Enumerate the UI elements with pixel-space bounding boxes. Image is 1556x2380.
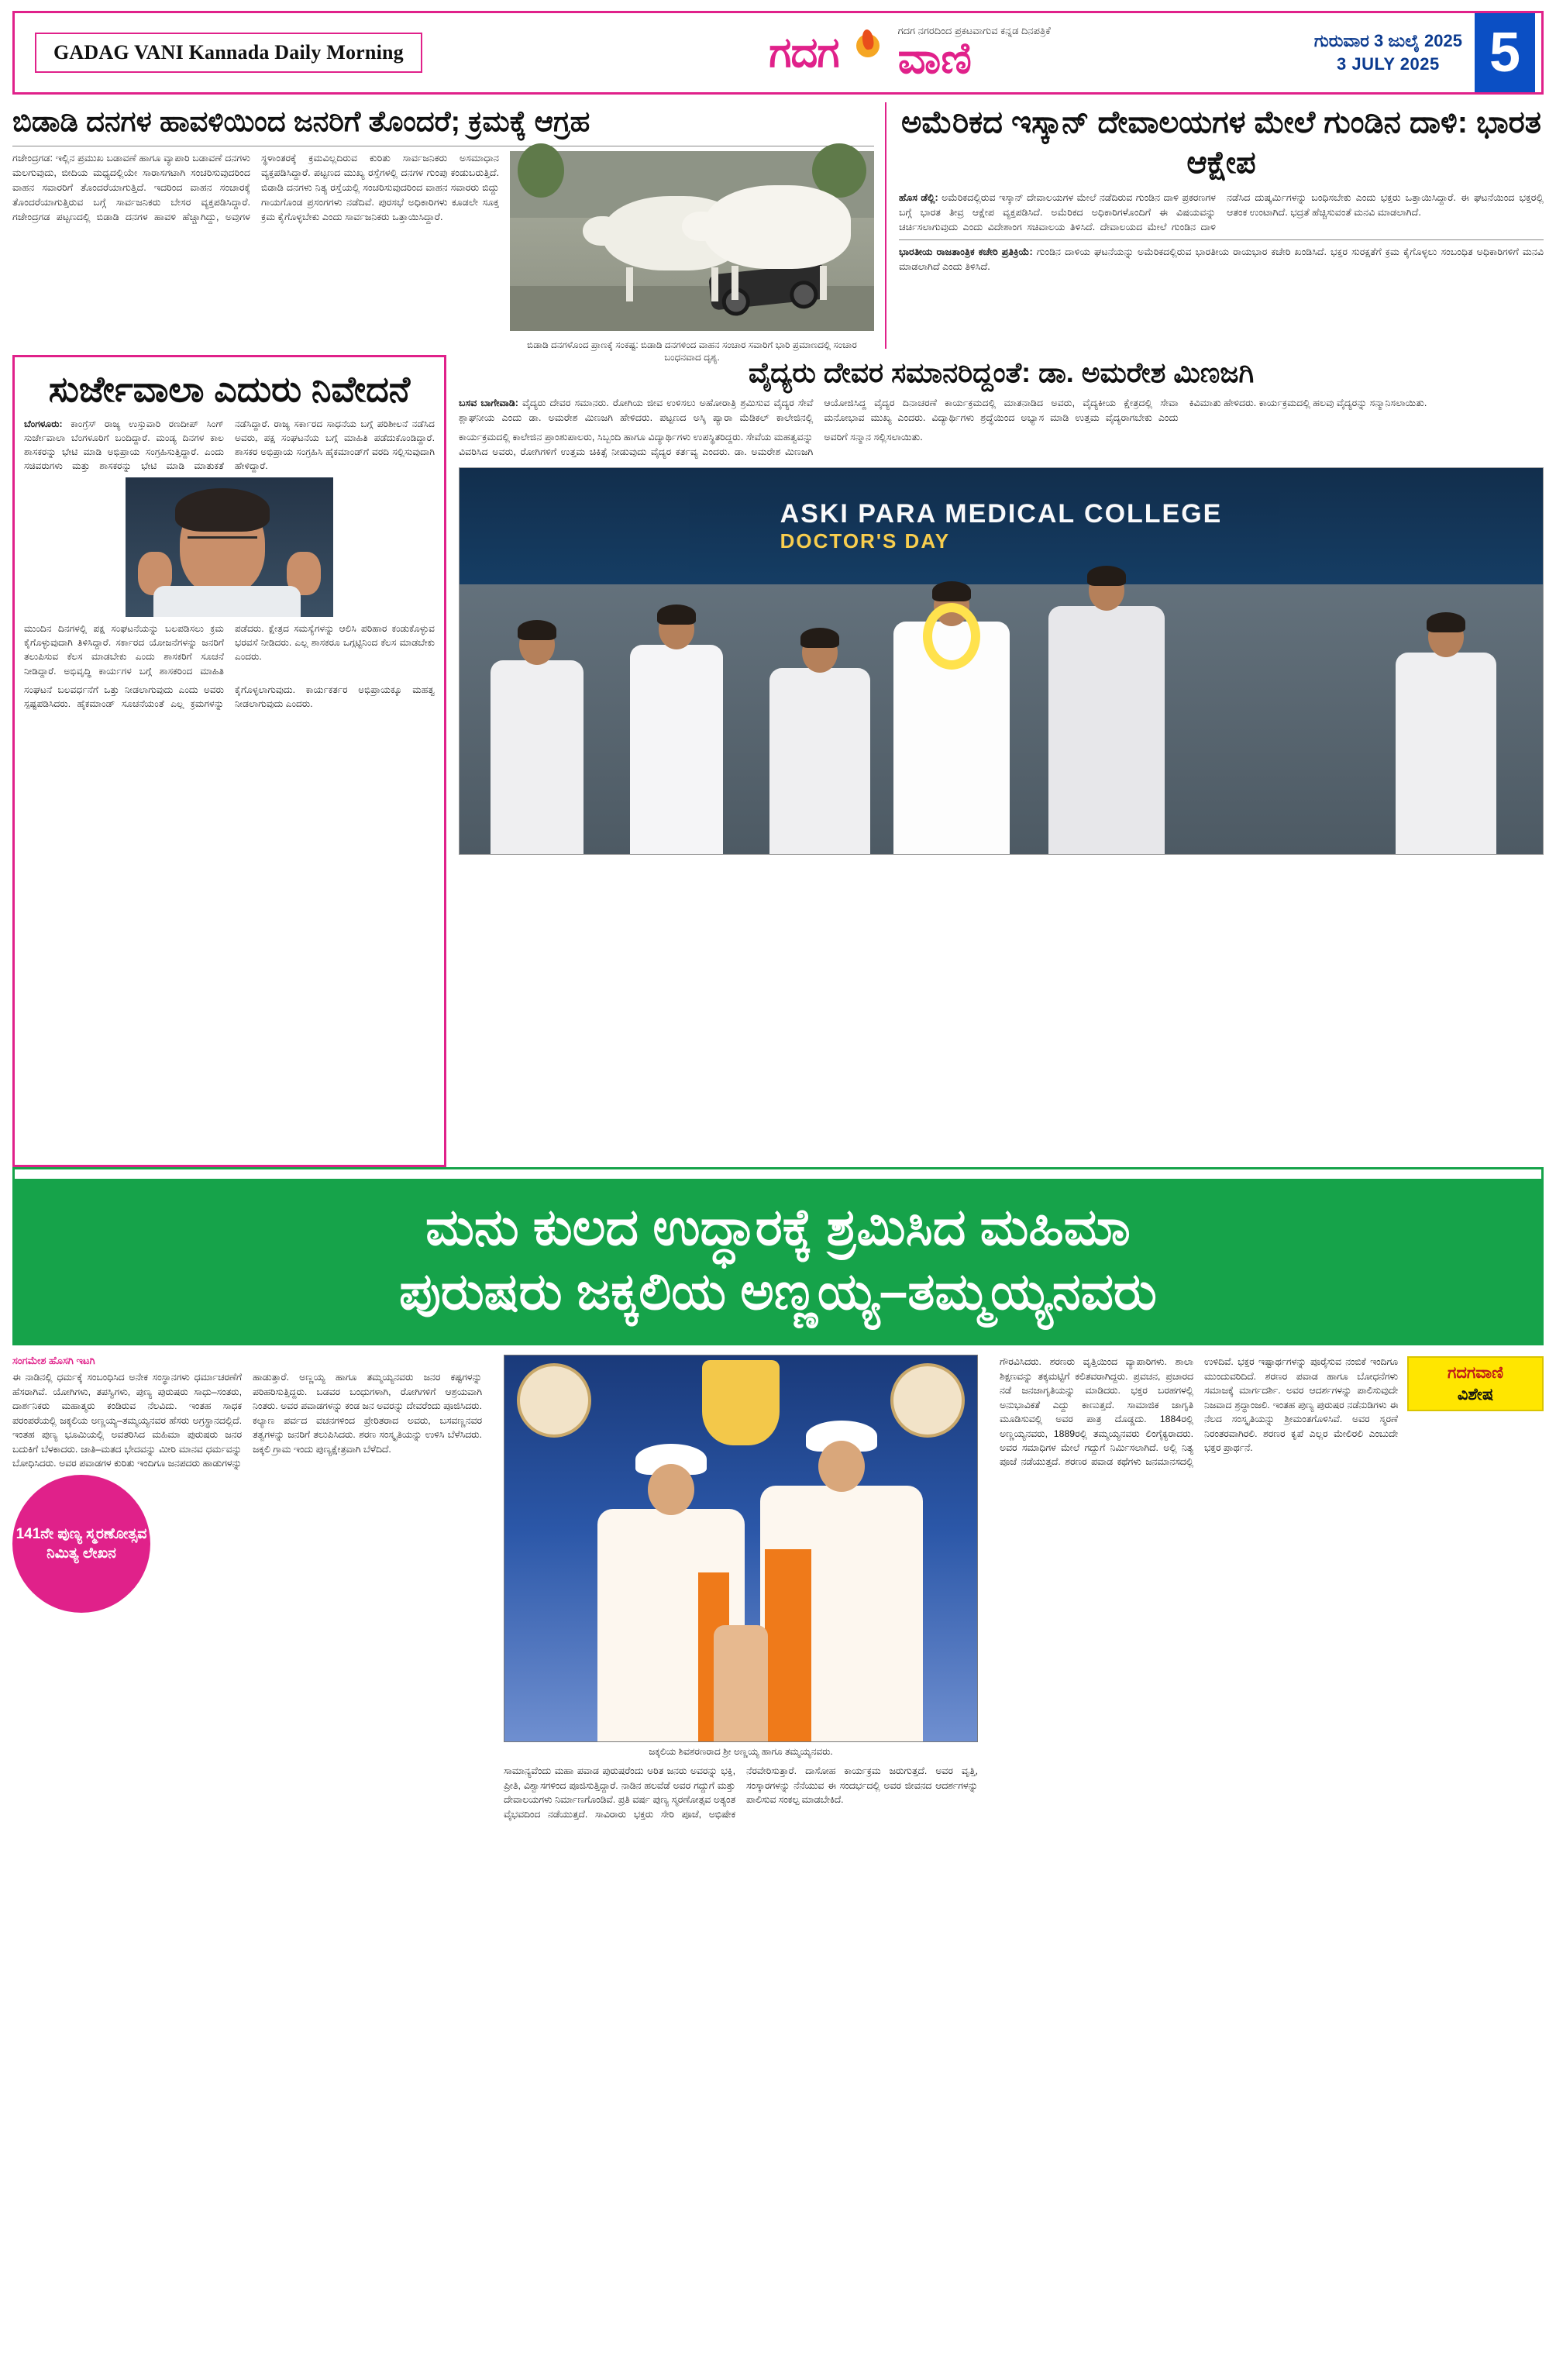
vishesha-badge <box>1407 1356 1544 1411</box>
logo-kannada-text-2: ವಾಣಿ <box>897 33 972 83</box>
anniversary-badge: 141ನೇ ಪುಣ್ಯ ಸ್ಮರಣೋತ್ಸವ ನಿಮಿತ್ಯ ಲೇಖನ <box>12 1475 150 1613</box>
story-cow <box>12 102 886 363</box>
story-doctor <box>446 355 1544 1167</box>
logo-kannada-text: ಗದಗ <box>769 29 839 76</box>
story-doctor-body <box>459 396 1544 425</box>
story-surjewala-text-3: ಸಂಘಟನೆ ಬಲವರ್ಧನೆಗೆ ಒತ್ತು ನೀಡಲಾಗುವುದು ಎಂದು ಅವರು ಸ್ಪಷ್ಟಪಡಿಸಿದರು. ಹೈಕಮಾಂಡ್ ಸೂಚನೆಯಂತೆ ಎಲ್ಲ ಕ್ರಮಗಳನ್ನು ಕೈಗೊಳ್ಳಲಾಗುವುದು. ಕಾರ್ಯಕರ್ತರ ಅಭಿಪ್ರಾಯಕ್ಕೂ ಮಹತ್ವ ನೀಡಲಾಗುವುದು ಎಂದರು. <box>24 684 435 709</box>
feature-col3-text: ಗೌರವಿಸಿದರು. ಶರಣರು ವೃತ್ತಿಯಿಂದ ವ್ಯಾಪಾರಿಗಳು. ಶಾಲಾ ಶಿಕ್ಷಣವನ್ನು ತಕ್ಕಮಟ್ಟಿಗೆ ಕಲಿತವರಾಗಿದ್ದರು. ಪ್ರವಚನ, ಪ್ರಚಾರದ ನಡೆ ಜನಜಾಗೃತಿಯನ್ನು ಮಾಡಿದರು. ಭಕ್ತರ ಬರಹಗಳಲ್ಲಿ ಅನುಭಾವಿಕತೆ ಎದ್ದು ಕಾಣುತ್ತದೆ. ಸಾಮಾಜಿಕ ಜಾಗೃತಿ ಮೂಡಿಸುವಲ್ಲಿ ಅವರ ಪಾತ್ರ ದೊಡ್ಡದು. 1884ರಲ್ಲಿ ಅಣ್ಣಯ್ಯನವರು, 1889ರಲ್ಲಿ ತಮ್ಮಯ್ಯನವರು ಲಿಂಗೈಕ್ಯರಾದರು. ಅವರ ಸಮಾಧಿಗಳ ಮೇಲೆ ಗದ್ದುಗೆ ನಿರ್ಮಿಸಲಾಗಿದೆ. ಅಲ್ಲಿ ನಿತ್ಯ ಪೂಜೆ ನಡೆಯುತ್ತದೆ. ಶರಣರ ಪವಾಡ ಕಥೆಗಳು ಜನಮಾನಸದಲ್ಲಿ ಉಳಿದಿವೆ. ಭಕ್ತರ ಇಷ್ಟಾರ್ಥಗಳನ್ನು ಪೂರೈಸುವ ನಂಬಿಕೆ ಇಂದಿಗೂ ಮುಂದುವರಿದಿದೆ. ಶರಣರ ಪವಾಡ ಹಾಗೂ ಬೋಧನೆಗಳು ಸಮಾಜಕ್ಕೆ ಮಾರ್ಗದರ್ಶಿ. ಅವರ ಆದರ್ಶಗಳನ್ನು ಪಾಲಿಸುವುದೇ ನಿಜವಾದ ಶ್ರದ್ಧಾಂಜಲಿ. ಇಂತಹ ಪುಣ್ಯ ಪುರುಷರ ನಡೆನುಡಿಗಳು ಈ ನೆಲದ ಸಂಸ್ಕೃತಿಯನ್ನು ಶ್ರೀಮಂತಗೊಳಿಸಿವೆ. ಅವರ ಸ್ಮರಣೆ ನಿರಂತರವಾಗಿರಲಿ. ಶರಣರ ಕೃಪೆ ಎಲ್ಲರ ಮೇಲಿರಲಿ ಎಂಬುದೇ ಭಕ್ತರ ಪ್ರಾರ್ಥನೆ. <box>1000 1356 1398 1468</box>
masthead-tagline: GADAG VANI Kannada Daily Morning <box>35 33 422 73</box>
story-cow-body: ಗಜೇಂದ್ರಗಡ: ಇಲ್ಲಿನ ಪ್ರಮುಖ ಬಡಾವಣೆ ಹಾಗೂ ವ್ಯಾಪಾರಿ ಬಡಾವಣೆ ದನಗಳು ಮಲಗುವುದು, ಬೀದಿಯ ಮಧ್ಯದಲ್ಲಿಯೇ ಸಾರಾಸಗಟಾಗಿ ಸಂಚರಿಸುವುದರಿಂದ ವಾಹನ ಸವಾರರಿಗೆ ತೊಂದರೆಯಾಗುತ್ತಿದೆ. ಇದರಿಂದ ವಾಹನ ಸಂಚಾರಕ್ಕೆ ತೊಂದರೆಯಾಗುತ್ತಿರುವ ಬಗ್ಗೆ ಸಾರ್ವಜನಿಕರು ಬೇಸರ ವ್ಯಕ್ತಪಡಿಸಿದ್ದಾರೆ. ಗಜೇಂದ್ರಗಡ ಪಟ್ಟಣದಲ್ಲಿ ಬಿಡಾಡಿ ದನಗಳ ಹಾವಳಿ ಹೆಚ್ಚಾಗಿದ್ದು, ಅವುಗಳ ಸ್ಥಳಾಂತರಕ್ಕೆ ಕ್ರಮವಿಲ್ಲದಿರುವ ಕುರಿತು ಸಾರ್ವಜನಿಕರು ಅಸಮಾಧಾನ ವ್ಯಕ್ತಪಡಿಸಿದ್ದಾರೆ. ಪಟ್ಟಣದ ಮುಖ್ಯ ರಸ್ತೆಗಳಲ್ಲಿ ದನಗಳ ಗುಂಪು ಕಂಡುಬರುತ್ತಿದೆ. ಬಿಡಾಡಿ ದನಗಳು ನಿತ್ಯ ರಸ್ತೆಯಲ್ಲಿ ಸಂಚರಿಸುವುದರಿಂದ ವಾಹನ ಸವಾರರು ಬಿದ್ದು ಗಾಯಗೊಂಡ ಪ್ರಸಂಗಗಳು ನಡೆದಿವೆ. ಪುರಸಭೆ ಅಧಿಕಾರಿಗಳು ಕೂಡಲೇ ಸೂಕ್ತ ಕ್ರಮ ಕೈಗೊಳ್ಳಬೇಕು ಎಂದು ಸಾರ್ವಜನಿಕರು ಒತ್ತಾಯಿಸಿದ್ದಾರೆ. <box>12 153 499 222</box>
date-english: 3 JULY 2025 <box>1337 54 1440 74</box>
story-iskcon-headline: ಅಮೆರಿಕದ ಇಸ್ಕಾನ್ ದೇವಾಲಯಗಳ ಮೇಲೆ ಗುಂಡಿನ ದಾಳಿ: ಭಾರತ ಆಕ್ಷೇಪ <box>901 105 1541 180</box>
story-cow-caption: ಬಿಡಾಡಿ ದನಗಳೊಂದ ಪ್ರಾಣಕ್ಕೆ ಸಂಕಷ್ಟ: ಬಿಡಾಡಿ ದನಗಳಿಂದ ವಾಹನ ಸಂಚಾರ ಸವಾರಿಗೆ ಭಾರಿ ಪ್ರಮಾಣದಲ್ಲಿ ಸಂಚಾರ ಬಂಧನವಾದ ದೃಶ್ಯ. <box>527 339 857 363</box>
feature-banner-frame <box>12 1167 1544 1345</box>
feature-col-right <box>989 1355 1544 1821</box>
story-iskcon <box>886 102 1544 349</box>
story-surjewala <box>12 355 446 1167</box>
vishesha-line1: ಗದಗವಾಣಿ <box>1447 1364 1504 1383</box>
story-surjewala-lead-label: ಬೆಂಗಳೂರು: <box>24 418 63 430</box>
feature-row <box>12 1355 1544 1821</box>
story-iskcon-lead-label: ಹೊಸ ಡೆಲ್ಲಿ: <box>899 192 938 203</box>
logo-subtitle: ಗದಗ ನಗರದಿಂದ ಪ್ರಕಟವಾಗುವ ಕನ್ನಡ ದಿನಪತ್ರಿಕೆ <box>897 24 1051 36</box>
story-surjewala-photo <box>126 477 333 617</box>
feature-col-mid <box>493 1355 989 1821</box>
feature-col1-text: ಈ ನಾಡಿನಲ್ಲಿ ಧರ್ಮಕ್ಕೆ ಸಂಬಂಧಿಸಿದ ಅನೇಕ ಸಂಸ್ಥಾನಗಳು ಧರ್ಮಾಚರಣೆಗೆ ಹೆಸರಾಗಿವೆ. ಯೋಗಿಗಳು, ತಪಸ್ವಿಗಳು, ಪುಣ್ಯ ಪುರುಷರು ಸಾಧು–ಸಂತರು, ದಾರ್ಶನಿಕರು ಮಹಾತ್ಮರು ಕಂಡಿರುವ ನೆಲವಿದು. ಇಂತಹ ಸಾಧಕ ಪರಂಪರೆಯಲ್ಲಿ ಜಕ್ಕಲಿಯ ಅಣ್ಣಯ್ಯ–ತಮ್ಮಯ್ಯನವರ ಹೆಸರು ಅಗ್ರಸ್ಥಾನದಲ್ಲಿದೆ. ಇಂತಹ ಪುಣ್ಯ ಭೂಮಿಯಲ್ಲಿ ಅವತರಿಸಿದ ಮಹಿಮಾ ಪುರುಷರು ಜನರ ಬದುಕಿಗೆ ಬೆಳಕಾದರು. ಜಾತಿ–ಮತದ ಭೇದವನ್ನು ಮೀರಿ ಮಾನವ ಧರ್ಮವನ್ನು ಬೋಧಿಸಿದರು. ಅವರ ಪವಾಡಗಳ ಕುರಿತು ಇಂದಿಗೂ ಜನಪದರು ಹಾಡುಗಳನ್ನು ಹಾಡುತ್ತಾರೆ. ಅಣ್ಣಯ್ಯ ಹಾಗೂ ತಮ್ಮಯ್ಯನವರು ಜನರ ಕಷ್ಟಗಳನ್ನು ಪರಿಹರಿಸುತ್ತಿದ್ದರು. ಬಡವರ ಬಂಧುಗಳಾಗಿ, ರೋಗಿಗಳಿಗೆ ಆಶ್ರಯವಾಗಿ ನಿಂತರು. ಅವರ ಪವಾಡಗಳನ್ನು ಕಂಡ ಜನ ಅವರನ್ನು ದೇವರೆಂದು ಪೂಜಿಸಿದರು. ಕಲ್ಯಾಣ ಪರ್ವದ ವಚನಗಳಿಂದ ಪ್ರೇರಿತರಾದ ಅವರು, ಬಸವಣ್ಣನವರ ತತ್ವಗಳನ್ನು ಜನರಿಗೆ ತಲುಪಿಸಿದರು. ಶರಣ ಸಂಸ್ಕೃತಿಯನ್ನು ಉಳಿಸಿ ಬೆಳೆಸಿದರು. ಜಕ್ಕಲಿ ಗ್ರಾಮ ಇಂದು ಪುಣ್ಯಕ್ಷೇತ್ರವಾಗಿ ಬೆಳೆದಿದೆ. <box>12 1372 482 1469</box>
story-doctor-headline: ವೈದ್ಯರು ದೇವರ ಸಮಾನರಿದ್ದಂತೆ: ಡಾ. ಅಮರೇಶ ಮಿಣಜಗಿ <box>748 356 1255 388</box>
story-surjewala-body-1 <box>24 417 435 473</box>
feature-byline: ಸಂಗಮೇಶ ಹೊಸಗಿ ಇಟಗಿ <box>12 1355 95 1367</box>
masthead <box>12 11 1544 95</box>
medallion-right-icon <box>890 1363 965 1438</box>
story-iskcon-sub-text: ಗುಂಡಿನ ದಾಳಿಯ ಘಟನೆಯನ್ನು ಅಮೆರಿಕದಲ್ಲಿರುವ ಭಾರತೀಯ ರಾಯಭಾರ ಕಚೇರಿ ಖಂಡಿಸಿದೆ. ಭಕ್ತರ ಸುರಕ್ಷತೆಗೆ ಕ್ರಮ ಕೈಗೊಳ್ಳಲು ಸಂಬಂಧಿತ ಅಧಿಕಾರಿಗಳಿಗೆ ಮನವಿ ಮಾಡಲಾಗಿದೆ ಎಂದು ತಿಳಿಸಿದೆ. <box>899 246 1544 272</box>
masthead-right <box>1216 13 1541 92</box>
feature-banner-line2: ಪುರುಷರು ಜಕ್ಕಲಿಯ ಅಣ್ಣಯ್ಯ–ತಮ್ಮಯ್ಯನವರು <box>399 1262 1157 1321</box>
second-row <box>12 355 1544 1167</box>
feature-col-left <box>12 1355 493 1821</box>
feature-photo <box>504 1355 978 1742</box>
story-iskcon-body-text: ಅಮೆರಿಕದಲ್ಲಿರುವ ಇಸ್ಕಾನ್ ದೇವಾಲಯಗಳ ಮೇಲೆ ನಡೆದಿರುವ ಗುಂಡಿನ ದಾಳಿ ಪ್ರಕರಣಗಳ ಬಗ್ಗೆ ಭಾರತ ತೀವ್ರ ಆಕ್ಷೇಪ ವ್ಯಕ್ತಪಡಿಸಿದೆ. ಅಮೆರಿಕದ ಅಧಿಕಾರಿಗಳೊಂದಿಗೆ ಈ ವಿಷಯವನ್ನು ಚರ್ಚಿಸಲಾಗುವುದು ಎಂದು ವಿದೇಶಾಂಗ ಸಚಿವಾಲಯ ತಿಳಿಸಿದೆ. ದೇವಾಲಯದ ಮೇಲೆ ಗುಂಡಿನ ದಾಳಿ ನಡೆಸಿದ ದುಷ್ಕರ್ಮಿಗಳನ್ನು ಬಂಧಿಸಬೇಕು ಎಂದು ಭಕ್ತರು ಒತ್ತಾಯಿಸಿದ್ದಾರೆ. ಈ ಘಟನೆಯಿಂದ ಭಕ್ತರಲ್ಲಿ ಆತಂಕ ಉಂಟಾಗಿದೆ. ಭದ್ರತೆ ಹೆಚ್ಚಿಸುವಂತೆ ಮನವಿ ಮಾಡಲಾಗಿದೆ. <box>899 192 1544 232</box>
story-doctor-photo <box>459 467 1544 855</box>
photo-banner-text: ASKI PARA MEDICAL COLLEGE DOCTOR'S DAY <box>460 468 1543 584</box>
vishesha-line2: ವಿಶೇಷ <box>1457 1385 1494 1404</box>
feature-banner <box>15 1179 1541 1343</box>
story-doctor-body-2: ಕಾರ್ಯಕ್ರಮದಲ್ಲಿ ಕಾಲೇಜಿನ ಪ್ರಾಂಶುಪಾಲರು, ಸಿಬ್ಬಂದಿ ಹಾಗೂ ವಿದ್ಯಾರ್ಥಿಗಳು ಉಪಸ್ಥಿತರಿದ್ದರು. ಸೇವೆಯ ಮಹತ್ವವನ್ನು ವಿವರಿಸಿದ ಅವರು, ರೋಗಿಗಳಿಗೆ ಉತ್ತಮ ಚಿಕಿತ್ಸೆ ನೀಡುವುದು ವೈದ್ಯರ ಕರ್ತವ್ಯ ಎಂದರು. ಡಾ. ಅಮರೇಶ ಮಿಣಜಗಿ ಅವರಿಗೆ ಸನ್ಮಾನ ಸಲ್ಲಿಸಲಾಯಿತು. <box>459 431 923 457</box>
medallion-left-icon <box>517 1363 591 1438</box>
date-kannada: ಗುರುವಾರ 3 ಜುಲೈ 2025 <box>1313 31 1462 51</box>
feature-banner-line1: ಮನು ಕುಲದ ಉದ್ಧಾರಕ್ಕೆ ಶ್ರಮಿಸಿದ ಮಹಿಮಾ <box>425 1198 1131 1255</box>
page-number-badge: 5 <box>1475 13 1535 92</box>
story-surjewala-text-2: ಮುಂದಿನ ದಿನಗಳಲ್ಲಿ ಪಕ್ಷ ಸಂಘಟನೆಯನ್ನು ಬಲಪಡಿಸಲು ಕ್ರಮ ಕೈಗೊಳ್ಳುವುದಾಗಿ ತಿಳಿಸಿದ್ದಾರೆ. ಸರ್ಕಾರದ ಯೋಜನೆಗಳನ್ನು ಜನರಿಗೆ ತಲುಪಿಸುವ ಕೆಲಸ ಮಾಡಬೇಕು ಎಂದು ಶಾಸಕರಿಗೆ ಸೂಚನೆ ನೀಡಿದ್ದಾರೆ. ಅಭಿವೃದ್ಧಿ ಕಾರ್ಯಗಳ ಬಗ್ಗೆ ಶಾಸಕರಿಂದ ಮಾಹಿತಿ ಪಡೆದರು. ಕ್ಷೇತ್ರದ ಸಮಸ್ಯೆಗಳನ್ನು ಆಲಿಸಿ ಪರಿಹಾರ ಕಂಡುಕೊಳ್ಳುವ ಭರವಸೆ ನೀಡಿದರು. ಎಲ್ಲ ಶಾಸಕರೂ ಒಗ್ಗಟ್ಟಿನಿಂದ ಕೆಲಸ ಮಾಡಬೇಕು ಎಂದರು. <box>24 623 435 677</box>
story-iskcon-sub-label: ಭಾರತೀಯ ರಾಜತಾಂತ್ರಿಕ ಕಚೇರಿ ಪ್ರತಿಕ್ರಿಯೆ: <box>899 246 1033 257</box>
feature-col-mid-text: ಸಾಮಾನ್ಯವೆಂದು ಮಹಾ ಪವಾಡ ಪುರುಷರೆಂದು ಅರಿತ ಜನರು ಅವರನ್ನು ಭಕ್ತಿ, ಪ್ರೀತಿ, ವಿಶ್ವಾಸಗಳಿಂದ ಪೂಜಿಸುತ್ತಿದ್ದಾರೆ. ನಾಡಿನ ಹಲವೆಡೆ ಅವರ ಗದ್ದುಗೆ ಮತ್ತು ದೇವಾಲಯಗಳು ನಿರ್ಮಾಣಗೊಂಡಿವೆ. ಪ್ರತಿ ವರ್ಷ ಪುಣ್ಯ ಸ್ಮರಣೋತ್ಸವ ಅತ್ಯಂತ ವೈಭವದಿಂದ ನಡೆಯುತ್ತದೆ. ಸಾವಿರಾರು ಭಕ್ತರು ಸೇರಿ ಪೂಜೆ, ಅಭಿಷೇಕ ನೆರವೇರಿಸುತ್ತಾರೆ. ದಾಸೋಹ ಕಾರ್ಯಕ್ರಮ ಜರುಗುತ್ತದೆ. ಅವರ ವೃತ್ತಿ, ಸಂಸ್ಕಾರಗಳನ್ನು ನೆನೆಯುವ ಈ ಸಂದರ್ಭದಲ್ಲಿ ಅವರ ಜೀವನದ ಆದರ್ಶಗಳನ್ನು ಪಾಲಿಸುವ ಸಂಕಲ್ಪ ಮಾಡಬೇಕಿದೆ. <box>504 1765 978 1820</box>
story-doctor-text: ವೈದ್ಯರು ದೇವರ ಸಮಾನರು. ರೋಗಿಯ ಜೀವ ಉಳಿಸಲು ಅಹೋರಾತ್ರಿ ಶ್ರಮಿಸುವ ವೈದ್ಯರ ಸೇವೆ ಶ್ಲಾಘನೀಯ ಎಂದು ಡಾ. ಅಮರೇಶ ಮಿಣಜಗಿ ಹೇಳಿದರು. ಪಟ್ಟಣದ ಅಸ್ಕಿ ಪ್ಯಾರಾ ಮೆಡಿಕಲ್ ಕಾಲೇಜಿನಲ್ಲಿ ಆಯೋಜಿಸಿದ್ದ ವೈದ್ಯರ ದಿನಾಚರಣೆ ಕಾರ್ಯಕ್ರಮದಲ್ಲಿ ಮಾತನಾಡಿದ ಅವರು, ವೈದ್ಯಕೀಯ ಕ್ಷೇತ್ರದಲ್ಲಿ ಸೇವಾ ಮನೋಭಾವ ಮುಖ್ಯ ಎಂದರು. ವಿದ್ಯಾರ್ಥಿಗಳು ಶ್ರದ್ಧೆಯಿಂದ ಅಭ್ಯಾಸ ಮಾಡಿ ಉತ್ತಮ ವೈದ್ಯರಾಗಬೇಕು ಎಂದು ಕಿವಿಮಾತು ಹೇಳಿದರು. ಕಾರ್ಯಕ್ರಮದಲ್ಲಿ ಹಲವು ವೈದ್ಯರನ್ನು ಸನ್ಮಾನಿಸಲಾಯಿತು. <box>459 398 1427 423</box>
motorbike-shape <box>708 263 828 311</box>
date-block <box>1314 29 1462 75</box>
story-iskcon-sub <box>899 245 1544 274</box>
top-stories-row <box>12 102 1544 363</box>
feature-photo-caption: ಜಕ್ಕಲಿಯ ಶಿವಶರಣರಾದ ಶ್ರೀ ಅಣ್ಣಯ್ಯ ಹಾಗೂ ತಮ್ಮಯ್ಯನವರು. <box>649 1746 833 1758</box>
masthead-logo <box>604 13 1216 92</box>
crest-icon <box>702 1360 780 1445</box>
story-surjewala-headline: ಸುರ್ಜೇವಾಲಾ ಎದುರು ನಿವೇದನೆ <box>48 369 411 409</box>
story-cow-photo <box>510 151 874 331</box>
flame-sun-icon <box>847 31 890 74</box>
divider <box>899 239 1544 240</box>
story-cow-headline: ಬಿಡಾಡಿ ದನಗಳ ಹಾವಳಿಯಿಂದ ಜನರಿಗೆ ತೊಂದರೆ; ಕ್ರಮಕ್ಕೆ ಆಗ್ರಹ <box>12 105 590 137</box>
story-surjewala-text-1: ಕಾಂಗ್ರೆಸ್ ರಾಜ್ಯ ಉಸ್ತುವಾರಿ ರಣದೀಪ್ ಸಿಂಗ್ ಸುರ್ಜೇವಾಲಾ ಬೆಂಗಳೂರಿಗೆ ಬಂದಿದ್ದಾರೆ. ಮಂಡ್ಯ ದಿನಗಳ ಕಾಲ ಶಾಸಕರನ್ನು ಭೇಟಿ ಮಾಡಿ ಅಭಿಪ್ರಾಯ ಸಂಗ್ರಹಿಸುತ್ತಿದ್ದಾರೆ. ಎಂದು ಸಚಿವರುಗಳು ಮತ್ತು ಶಾಸಕರನ್ನು ಭೇಟಿ ಮಾಡಿ ಮಾತುಕತೆ ನಡೆಸಿದ್ದಾರೆ. ರಾಜ್ಯ ಸರ್ಕಾರದ ಸಾಧನೆಯ ಬಗ್ಗೆ ಪರಿಶೀಲನೆ ನಡೆಸಿದ ಅವರು, ಪಕ್ಷ ಸಂಘಟನೆಯ ಬಗ್ಗೆ ಮಾಹಿತಿ ಪಡೆದುಕೊಂಡಿದ್ದಾರೆ. ಶಾಸಕರ ಅಭಿಪ್ರಾಯ ಸಂಗ್ರಹಿಸಿ ಹೈಕಮಾಂಡ್‌ಗೆ ವರದಿ ಸಲ್ಲಿಸುವುದಾಗಿ ಹೇಳಿದ್ದಾರೆ. <box>24 418 435 472</box>
story-iskcon-body <box>899 191 1544 235</box>
masthead-left <box>15 13 604 92</box>
story-doctor-lead-label: ಬಸವ ಬಾಗೇವಾಡಿ: <box>459 398 518 408</box>
